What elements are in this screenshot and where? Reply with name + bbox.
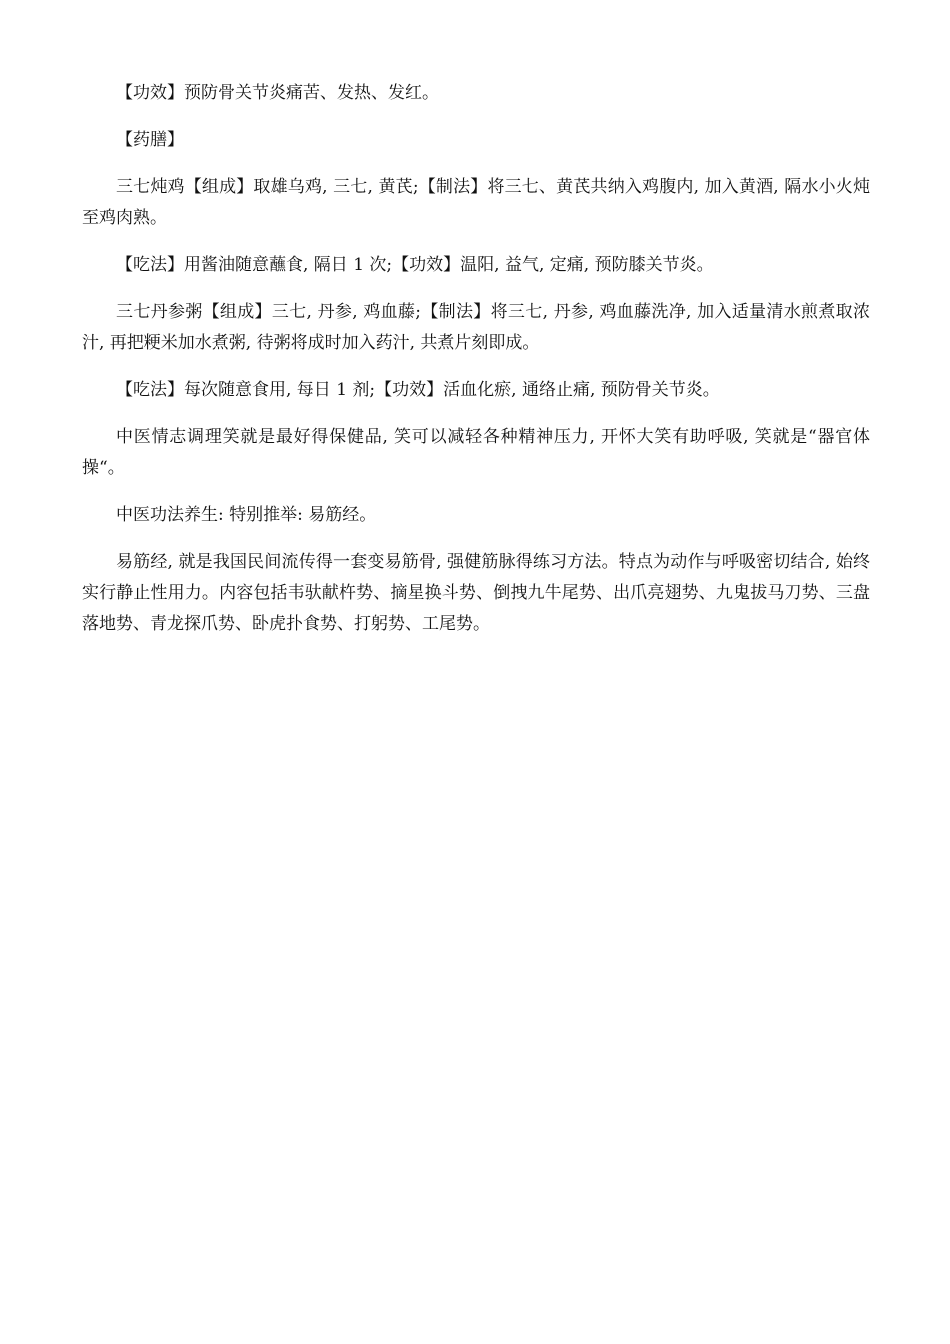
section-heading-medicinal-diet: 【药膳】: [116, 130, 184, 150]
document-body: [82, 78, 870, 656]
paragraph-sanqi-chicken-recipe: 三七炖鸡【组成】取雄乌鸡, 三七, 黄芪;【制法】将三七、黄芪共纳入鸡腹内, 加入黄酒, 隔水小火炖至鸡肉熟。: [82, 177, 870, 228]
paragraph-yijinjing-description: 易筋经, 就是我国民间流传得一套变易筋骨, 强健筋脉得练习方法。特点为动作与呼吸密切结合, 始终实行静止性用力。内容包括韦驮献杵势、摘星换斗势、倒拽九牛尾势、出爪亮翅势、九鬼拔马刀势、三盘落地势、青龙探爪势、卧虎扑食势、打躬势、工尾势。: [82, 552, 870, 634]
paragraph-exercise-recommendation: 中医功法养生: 特别推举: 易筋经。: [116, 505, 377, 525]
paragraph-sanqi-chicken-usage: 【吃法】用酱油随意蘸食, 隔日 1 次;【功效】温阳, 益气, 定痛, 预防膝关节炎。: [116, 255, 714, 275]
paragraph-emotional-regulation: 中医情志调理笑就是最好得保健品, 笑可以减轻各种精神压力, 开怀大笑有助呼吸, 笑就是“器官体操“。: [82, 427, 870, 478]
paragraph-sanqi-danshen-porridge-usage: 【吃法】每次随意食用, 每日 1 剂;【功效】活血化瘀, 通络止痛, 预防骨关节炎。: [116, 380, 720, 400]
paragraph-sanqi-danshen-porridge-recipe: 三七丹参粥【组成】三七, 丹参, 鸡血藤;【制法】将三七, 丹参, 鸡血藤洗净, 加入适量清水煎煮取浓汁, 再把粳米加水煮粥, 待粥将成时加入药汁, 共煮片刻即成。: [82, 302, 870, 353]
paragraph-efficacy: 【功效】预防骨关节炎痛苦、发热、发红。: [116, 83, 439, 103]
